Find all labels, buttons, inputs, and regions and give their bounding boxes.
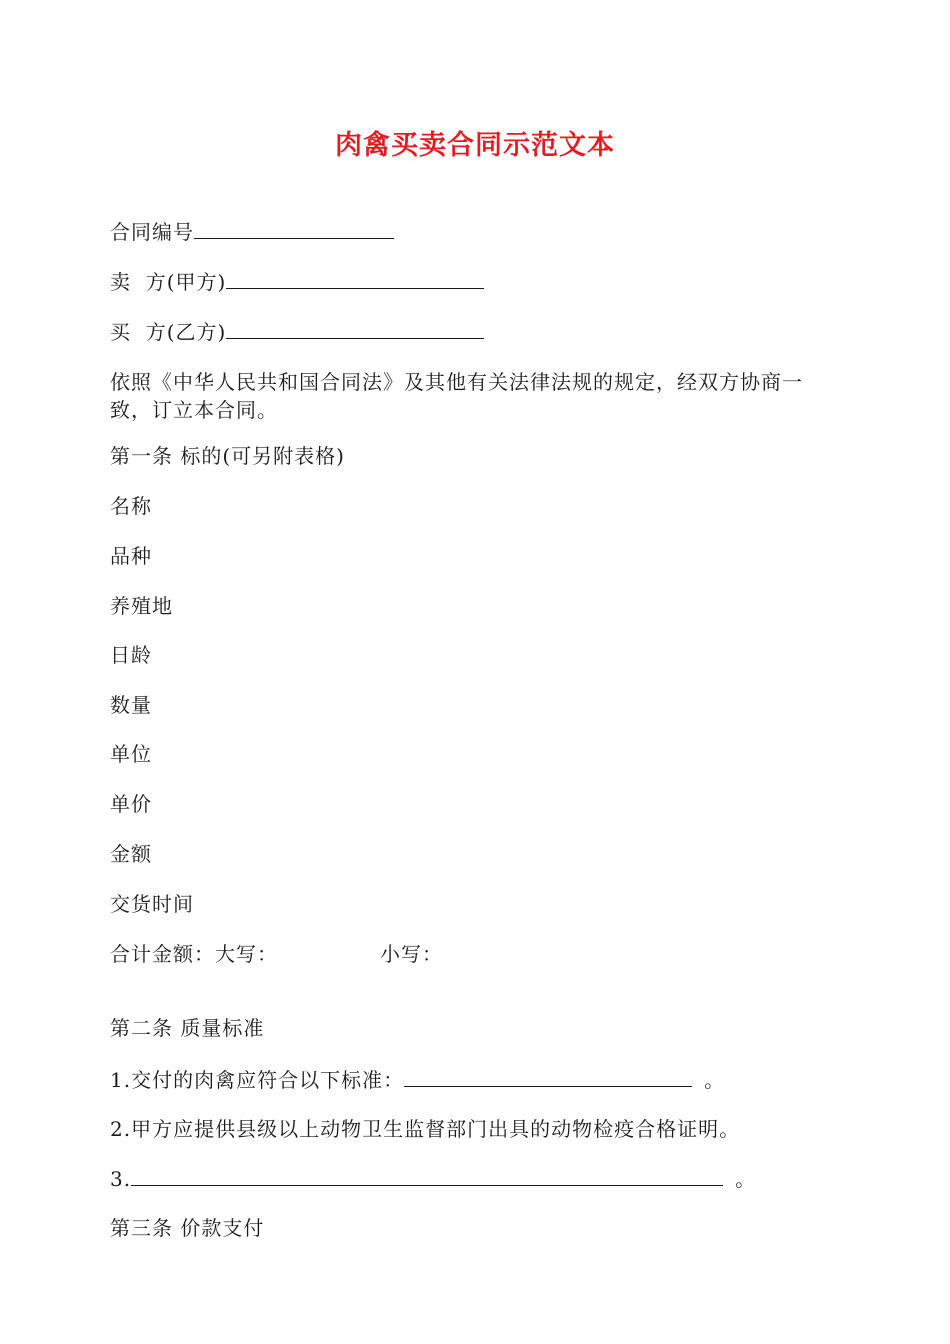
seller-blank	[226, 268, 484, 289]
seller-line	[110, 268, 850, 296]
preamble-paragraph: 依照《中华人民共和国合同法》及其他有关法律法规的规定，经双方协商一致，订立本合同。	[110, 370, 803, 422]
article2-item3-end: 。	[735, 1167, 757, 1191]
article1-item: 单位	[110, 742, 152, 766]
total-amount-line	[110, 940, 850, 968]
buyer-line	[110, 318, 850, 346]
article2-item3	[110, 1165, 850, 1193]
article2-item1-text: 1.交付的肉禽应符合以下标准：	[110, 1068, 405, 1092]
article1-item: 单价	[110, 792, 152, 816]
document-title: 肉禽买卖合同示范文本	[335, 130, 615, 161]
article2-item1	[110, 1066, 850, 1094]
article2-heading: 第二条 质量标准	[110, 1016, 265, 1040]
article1-heading: 第一条 标的(可另附表格)	[110, 444, 345, 468]
article2-item3-text: 3.	[110, 1167, 132, 1191]
article2-item2: 2.甲方应提供县级以上动物卫生监督部门出具的动物检疫合格证明。	[110, 1117, 741, 1141]
contract-number-label: 合同编号	[110, 220, 194, 244]
article1-item: 日龄	[110, 643, 152, 667]
article1-item: 金额	[110, 842, 152, 866]
total-small-label: 小写：	[380, 942, 443, 966]
article2-item3-blank	[131, 1165, 723, 1186]
article1-item: 品种	[110, 544, 152, 568]
article2-item1-end: 。	[704, 1068, 726, 1092]
total-amount-label: 合计金额：大写：	[110, 942, 278, 966]
contract-number-blank	[194, 218, 394, 239]
buyer-label: 买 方(乙方)	[110, 320, 227, 344]
article1-item: 交货时间	[110, 892, 194, 916]
seller-label: 卖 方(甲方)	[110, 270, 227, 294]
contract-number-line	[110, 218, 850, 246]
article2-item1-blank	[404, 1066, 692, 1087]
article1-item: 数量	[110, 693, 152, 717]
article1-item: 养殖地	[110, 594, 173, 618]
article1-item: 名称	[110, 494, 152, 518]
buyer-blank	[226, 318, 484, 339]
article3-heading: 第三条 价款支付	[110, 1216, 265, 1240]
